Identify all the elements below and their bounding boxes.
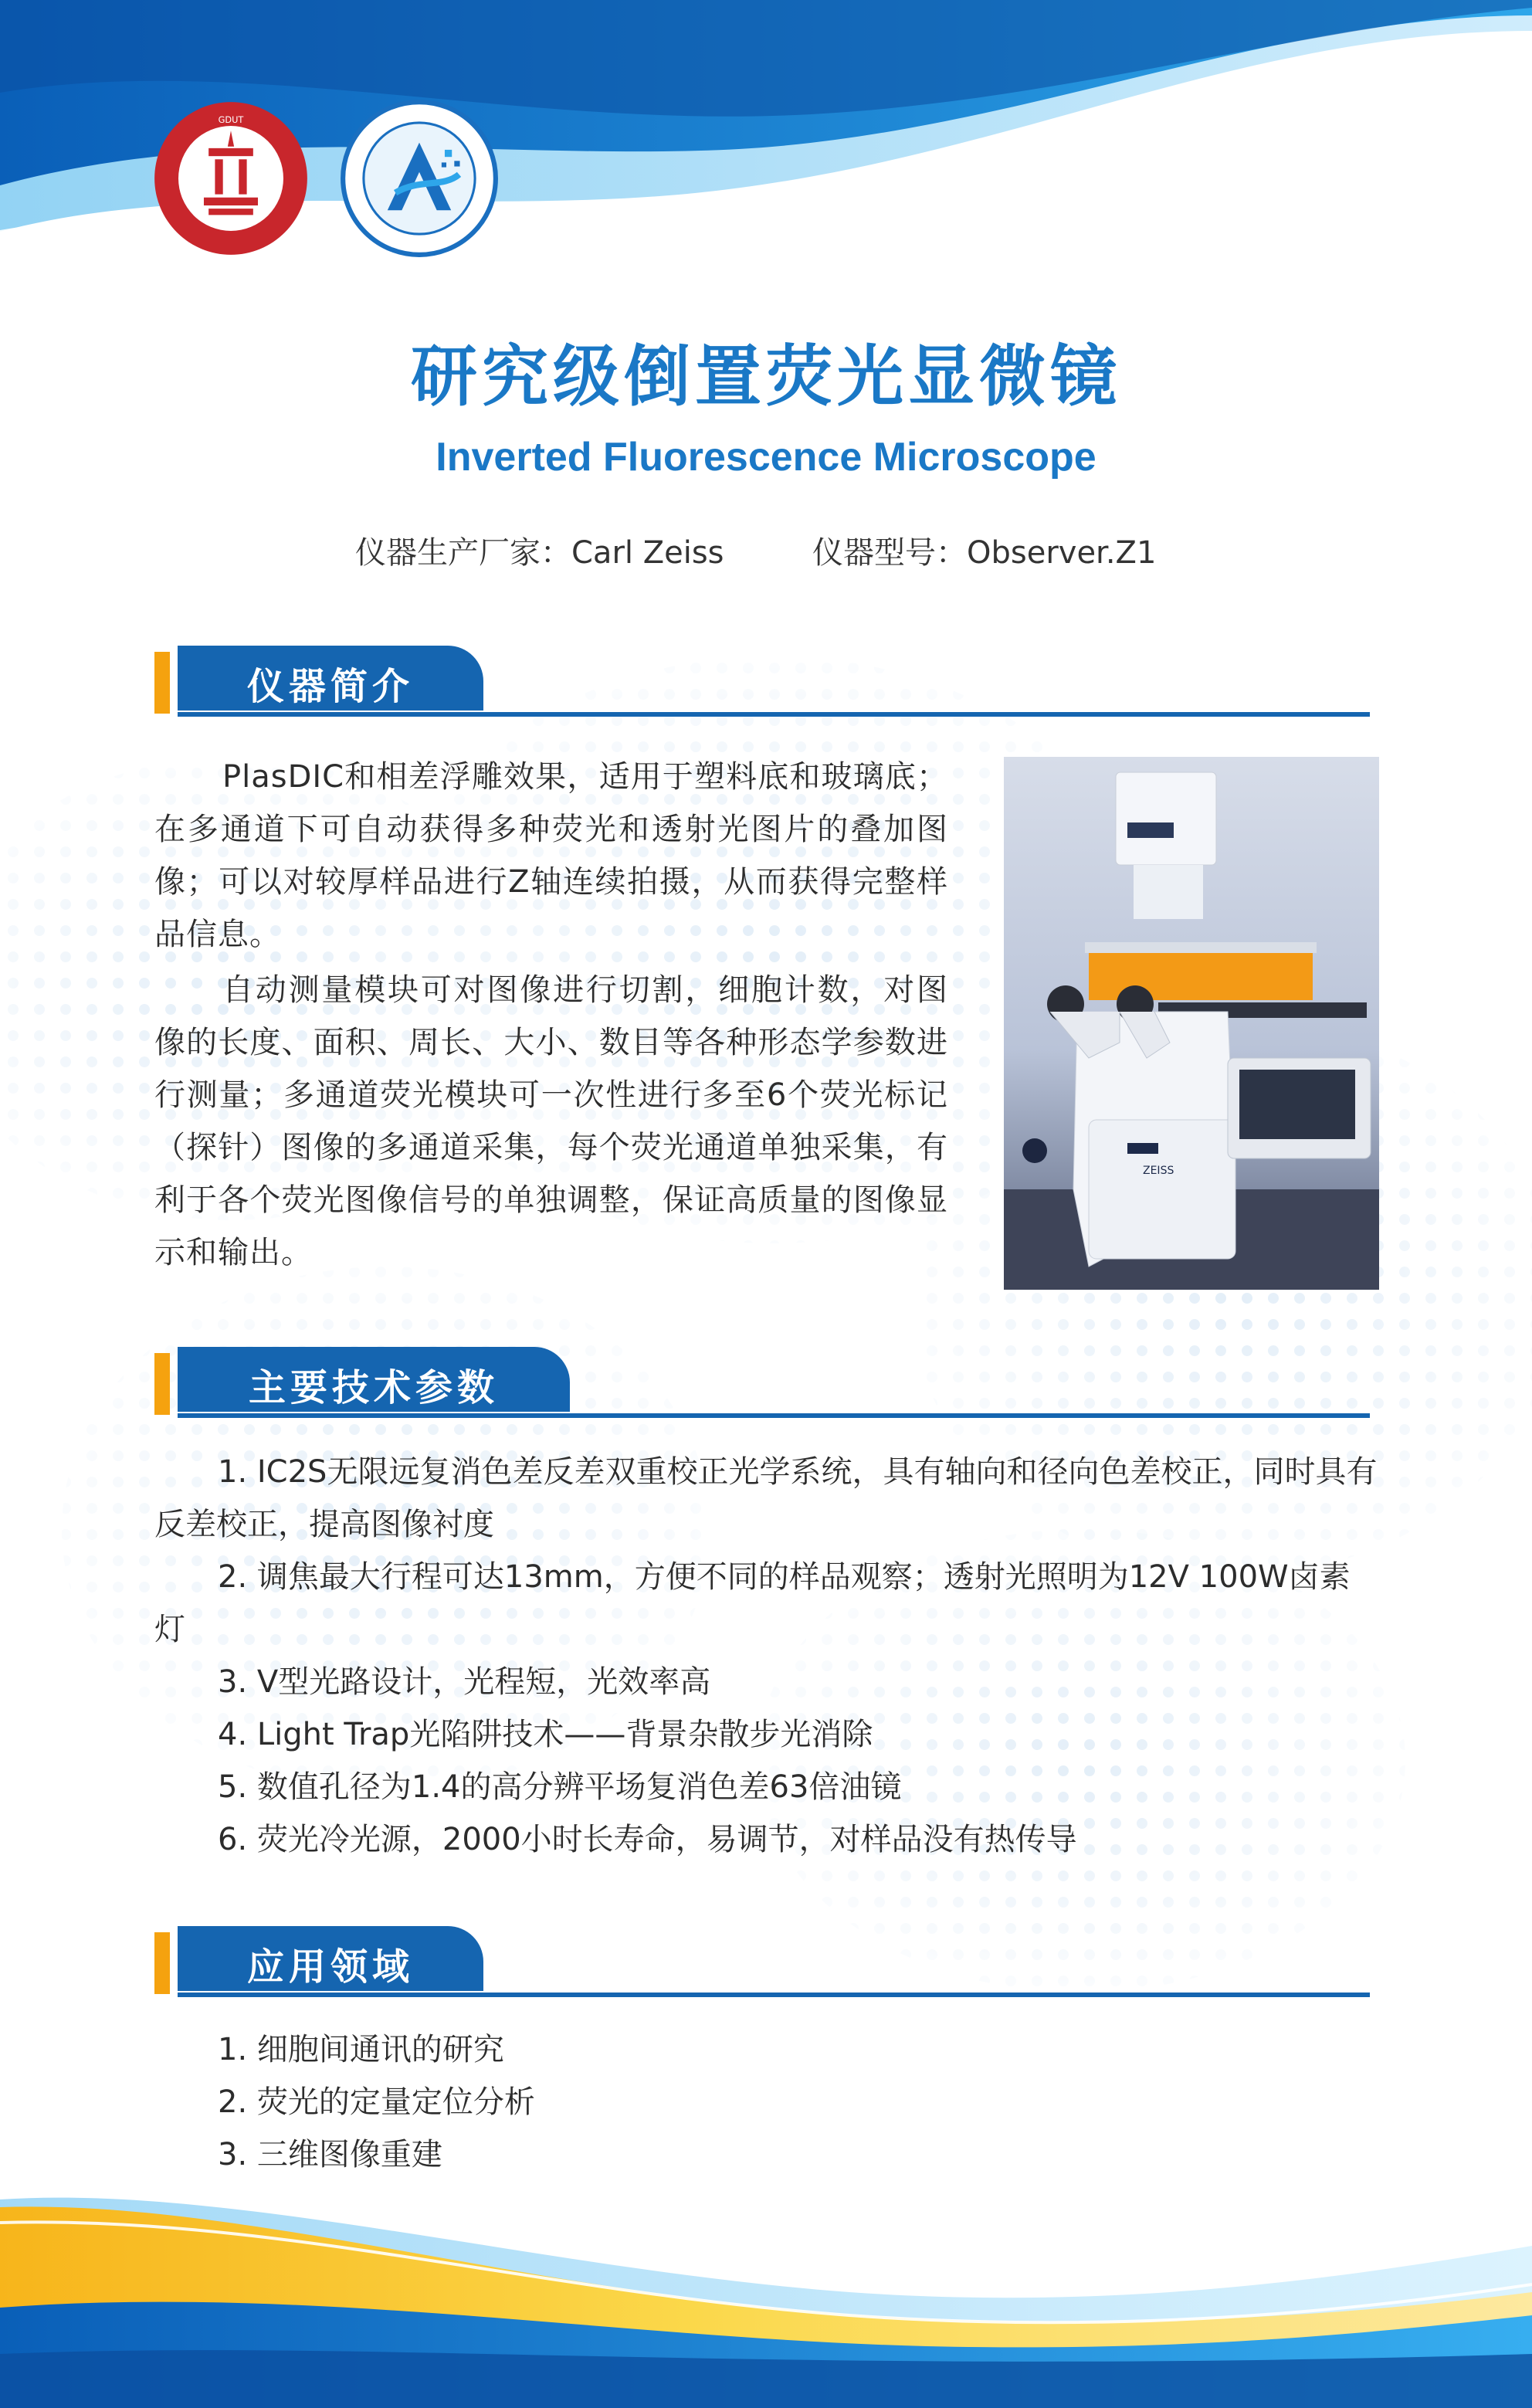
microscope-photo [1004, 757, 1379, 1290]
application-item-1: 1. 细胞间通讯的研究 [218, 2032, 504, 2067]
section-header-specs [154, 1347, 1370, 1418]
section-title-applications: 应用领域 [246, 1945, 414, 1989]
spec-item-6: 6. 荧光冷光源，2000小时长寿命，易调节，对样品没有热传导 [218, 1822, 1077, 1857]
page-title-english: Inverted Fluorescence Microscope [436, 435, 1096, 480]
photo-brand-label: ZEISS [1143, 1165, 1174, 1177]
application-item-2: 2. 荧光的定量定位分析 [218, 2084, 535, 2120]
section-underline [178, 1413, 1370, 1418]
application-item-3: 3. 三维图像重建 [218, 2137, 442, 2172]
spec-item-2: 2. 调焦最大行程可达13mm，方便不同的样品观察；透射光照明为12V 100W卤素灯 [154, 1559, 1351, 1647]
section-accent-bar [154, 1353, 170, 1415]
section-underline [178, 1993, 1370, 1997]
section-header-intro [154, 646, 1370, 717]
model-label: 仪器型号：Observer.Z1 [812, 535, 1157, 571]
section-tab [178, 646, 483, 711]
svg-text:GDUT: GDUT [218, 114, 244, 125]
intro-paragraph-2: 自动测量模块可对图像进行切割，细胞计数，对图像的长度、面积、周长、大小、数目等各种形态学参数进行测量；多通道荧光模块可一次性进行多至6个荧光标记（探针）图像的多通道采集，每个荧光通道单独采集，有利于各个荧光图像信号的单独调整，保证高质量的图像显示和输出。 [154, 972, 948, 1270]
gdut-university-logo [151, 99, 310, 258]
section-accent-bar [154, 1932, 170, 1994]
spec-item-1: 1. IC2S无限远复消色差反差双重校正光学系统，具有轴向和径向色差校正，同时具有反差校正，提高图像衬度 [154, 1454, 1378, 1542]
spec-item-5: 5. 数值孔径为1.4的高分辨平场复消色差63倍油镜 [218, 1769, 902, 1805]
analysis-test-center-logo [340, 99, 499, 258]
section-title-intro: 仪器简介 [246, 665, 414, 708]
manufacturer-label: 仪器生产厂家：Carl Zeiss [355, 535, 724, 571]
bottom-wave-decoration [0, 2176, 1532, 2408]
section-header-applications [154, 1926, 1370, 1997]
section-title-specs: 主要技术参数 [248, 1366, 499, 1409]
spec-item-4: 4. Light Trap光陷阱技术——背景杂散步光消除 [218, 1717, 873, 1752]
section-tab [178, 1926, 483, 1991]
intro-paragraph-1: PlasDIC和相差浮雕效果，适用于塑料底和玻璃底；在多通道下可自动获得多种荧光和透射光图片的叠加图像；可以对较厚样品进行Z轴连续拍摄，从而获得完整样品信息。 [154, 759, 948, 952]
spec-item-3: 3. V型光路设计，光程短，光效率高 [218, 1664, 711, 1700]
section-accent-bar [154, 652, 170, 714]
page-title-chinese: 研究级倒置荧光显微镜 [411, 338, 1121, 415]
section-tab [178, 1347, 570, 1412]
section-underline [178, 712, 1370, 717]
